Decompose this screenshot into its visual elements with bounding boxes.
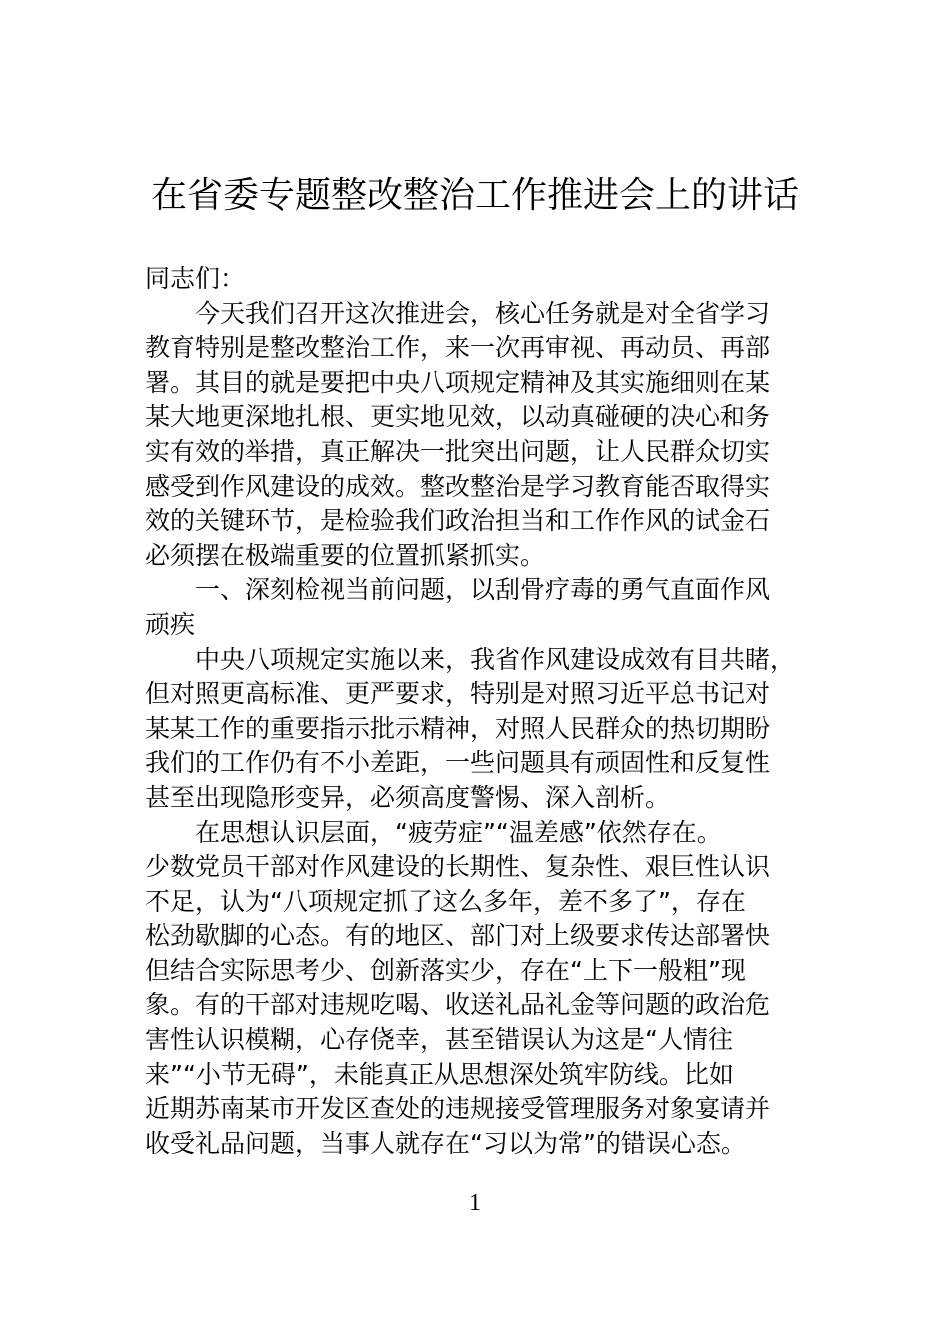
- body-line: 教育特别是整改整治工作，来一次再审视、再动员、再部: [145, 333, 771, 363]
- body-line: 一、深刻检视当前问题，以刮骨疗毒的勇气直面作风: [195, 575, 771, 605]
- body-line: 署。其目的就是要把中央八项规定精神及其实施细则在某: [145, 367, 771, 397]
- document-title: 在省委专题整改整治工作推进会上的讲话: [150, 175, 799, 216]
- body-line: 但结合实际思考少、创新落实少，存在“上下一般粗”现: [145, 955, 746, 985]
- body-line: 某某工作的重要指示批示精神，对照人民群众的热切期盼: [145, 713, 771, 743]
- body-line: 实有效的举措，真正解决一批突出问题，让人民群众切实: [145, 436, 771, 466]
- body-line: 甚至出现隐形变异，必须高度警惕、深入剖析。: [145, 782, 671, 812]
- body-line: 但对照更高标准、更严要求，特别是对照习近平总书记对: [145, 679, 771, 709]
- body-line: 同志们：: [145, 264, 246, 293]
- body-line: 必须摆在极端重要的位置抓紧抓实。: [145, 540, 546, 570]
- document-body: [145, 262, 835, 1161]
- body-line: 松劲歇脚的心态。有的地区、部门对上级要求传达部署快: [145, 921, 771, 951]
- body-line: 来”“小节无碍”，未能真正从思想深处筑牢防线。比如: [145, 1059, 734, 1089]
- body-line: 少数党员干部对作风建设的长期性、复杂性、艰巨性认识: [145, 852, 771, 882]
- body-line: 不足，认为“八项规定抓了这么多年，差不多了”，存在: [145, 886, 746, 916]
- body-line: 收受礼品问题，当事人就存在“习以为常”的错误心态。: [145, 1128, 746, 1158]
- body-line: 中央八项规定实施以来，我省作风建设成效有目共睹，: [195, 644, 796, 674]
- page-number: 1: [469, 1190, 481, 1216]
- body-line: 近期苏南某市开发区查处的违规接受管理服务对象宴请并: [145, 1094, 771, 1124]
- body-line: 今天我们召开这次推进会，核心任务就是对全省学习: [195, 298, 771, 328]
- body-line: 顽疾: [145, 609, 196, 639]
- body-line: 感受到作风建设的成效。整改整治是学习教育能否取得实: [145, 471, 771, 501]
- body-line: 效的关键环节，是检验我们政治担当和工作作风的试金石: [145, 506, 771, 536]
- body-line: 在思想认识层面，“疲劳症”“温差感”依然存在。: [195, 817, 722, 847]
- body-line: 害性认识模糊，心存侥幸，甚至错误认为这是“人情往: [145, 1025, 733, 1055]
- body-line: 某大地更深地扎根、更实地见效，以动真碰硬的决心和务: [145, 402, 771, 432]
- body-line: 象。有的干部对违规吃喝、收送礼品礼金等问题的政治危: [145, 990, 771, 1020]
- body-line: 我们的工作仍有不小差距，一些问题具有顽固性和反复性: [145, 748, 771, 778]
